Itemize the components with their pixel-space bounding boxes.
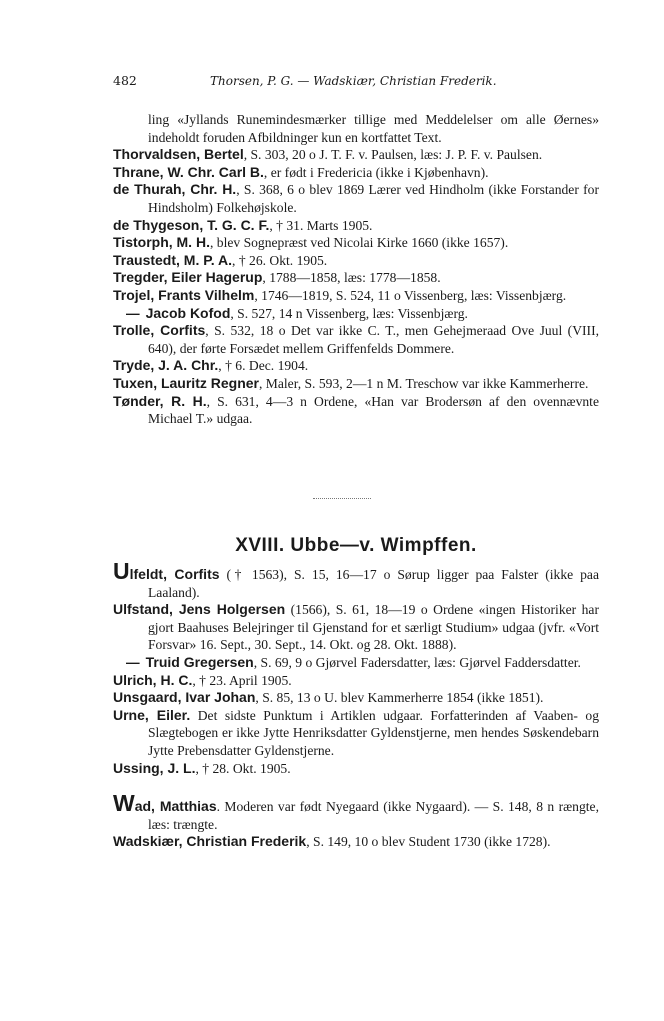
list-item: [113, 672, 599, 690]
list-item: [113, 181, 599, 216]
entry-dash: —: [126, 654, 140, 670]
entry-text: , † 23. April 1905.: [192, 672, 292, 688]
entry-headword: de Thygeson, T. G. C. F.: [113, 216, 270, 233]
list-item: [113, 357, 599, 375]
entry-headword: de Thurah, Chr. H.: [113, 181, 237, 198]
entry-headword: Traustedt, M. P. A.: [113, 251, 233, 268]
entry-headword: Tuxen, Lauritz Regner: [113, 374, 259, 391]
entry-headword: Thorvaldsen, Bertel: [113, 146, 244, 163]
list-item: [113, 322, 599, 357]
section-title: XVIII. Ubbe—v. Wimpffen.: [235, 535, 477, 556]
list-item: [113, 305, 599, 323]
list-item: [113, 164, 599, 182]
running-head: Thorsen, P. G. — Wadskiær, Christian Frederik.: [210, 74, 497, 88]
list-item: [113, 790, 599, 833]
list-item: [113, 833, 599, 851]
entry-headword: lfeldt, Corfits: [129, 566, 220, 582]
entries-bottom: [113, 558, 599, 851]
entry-dash: —: [126, 305, 140, 321]
page-number: 482: [113, 73, 137, 88]
entry-text: , † 6. Dec. 1904.: [218, 358, 309, 374]
entry-text: , S. 631, 4—3 n Ordene, «Han var Brodersøn af den ovennævnte Michael T.» udgaa.: [148, 393, 599, 427]
list-item: [113, 689, 599, 707]
entry-text: , S. 532, 18 o Det var ikke C. T., men Gehejmeraad Ove Juul (VIII, 640), der førte Forsædet mellem Griffenfelds Dommere.: [148, 323, 599, 356]
list-item: [113, 760, 599, 778]
list-item: [113, 269, 599, 287]
entry-initial: W: [113, 790, 135, 817]
section-divider: [313, 498, 371, 499]
entry-text: , er født i Fredericia (ikke i Kjøbenhavn).: [263, 164, 489, 180]
list-item: [113, 217, 599, 235]
entry-text: , blev Sognepræst ved Nicolai Kirke 1660 (ikke 1657).: [209, 235, 509, 251]
entry-text: , Maler, S. 593, 2—1 n M. Treschow var ikke Kammerherre.: [258, 375, 589, 391]
entries-top: [113, 111, 599, 428]
list-item: [113, 375, 599, 393]
list-item: [113, 707, 599, 760]
entry-spacer: [113, 777, 599, 795]
entry-headword: Tregder, Eiler Hagerup: [113, 269, 263, 286]
list-item: [113, 234, 599, 252]
entry-initial: U: [113, 558, 130, 584]
entry-headword: Tistorph, M. H.: [113, 234, 210, 251]
entry-headword: Jacob Kofod: [145, 304, 231, 321]
entry-text: , S. 85, 13 o U. blev Kammerherre 1854 (ikke 1851).: [255, 690, 544, 706]
entry-headword: Ussing, J. L.: [113, 759, 196, 776]
entry-text: , S. 368, 6 o blev 1869 Lærer ved Hindholm (ikke Forstander for Hindsholm) Folkehøjskole.: [148, 182, 599, 215]
entry-text: . Moderen var født Nyegaard (ikke Nygaard). — S. 148, 8 n rængte, læs: trængte.: [148, 799, 599, 832]
entry-headword: Trolle, Corfits: [113, 322, 206, 339]
list-item: [113, 654, 599, 672]
entry-text: , S. 69, 9 o Gjørvel Fadersdatter, læs: Gjørvel Faddersdatter.: [253, 654, 581, 670]
entry-headword: Thrane, W. Chr. Carl B.: [113, 163, 264, 180]
entry-headword: Tryde, J. A. Chr.: [113, 357, 219, 374]
entry-headword: ad, Matthias: [134, 798, 217, 815]
entry-text: , S. 149, 10 o blev Student 1730 (ikke 1728).: [306, 834, 551, 850]
list-item: [113, 601, 599, 654]
list-item: [113, 146, 599, 164]
entry-headword: Wadskiær, Christian Frederik: [113, 833, 307, 850]
entry-headword: Unsgaard, Ivar Johan: [113, 689, 256, 706]
entry-headword: Ulfstand, Jens Holgersen: [113, 601, 286, 618]
list-item: [113, 111, 599, 146]
entry-text: Det sidste Punktum i Artiklen udgaar. Forfatterinden af Vaaben- og Slægtebogen er ikke Jytte Henriksdatter Gyldenstjerne, men hendes Søskendebarn Jytte Prebensdatter Gyldenstjerne.: [148, 707, 599, 758]
entry-text: , S. 527, 14 n Vissenberg, læs: Vissenbjærg.: [230, 305, 468, 321]
entry-text: , S. 303, 20 o J. T. F. v. Paulsen, læs: J. P. F. v. Paulsen.: [243, 147, 543, 163]
entry-headword: Urne, Eiler.: [113, 706, 191, 723]
entry-text: , † 28. Okt. 1905.: [195, 760, 291, 776]
entry-headword: Tønder, R. H.: [113, 392, 207, 409]
entry-text: , † 26. Okt. 1905.: [232, 252, 328, 268]
entry-headword: Ulrich, H. C.: [113, 671, 193, 688]
entry-text: , 1746—1819, S. 524, 11 o Vissenberg, læs: Vissenbjærg.: [254, 287, 567, 303]
entry-text: (1566), S. 61, 18—19 o Ordene «ingen Historiker har gjort Baahuses Belejringer til Gjenstand for et særligt Studium» udgaa (jvfr. «Vort Forsvar» 16. Sept., 30. Sept., 14. Okt. og 28. Okt. 1888).: [148, 602, 599, 653]
entry-headword: Trojel, Frants Vilhelm: [113, 286, 255, 303]
entry-text: († 1563), S. 15, 16—17 o Sørup ligger paa Falster (ikke paa Laaland).: [148, 567, 599, 600]
list-item: [113, 393, 599, 428]
entry-text: ling «Jyllands Runemindesmærker tillige med Meddelelser om alle Øernes» indeholdt foruden Afbildninger kun en kortfattet Text.: [148, 112, 599, 145]
entry-text: , 1788—1858, læs: 1778—1858.: [262, 270, 441, 286]
list-item: [113, 252, 599, 270]
list-item: [113, 558, 599, 601]
list-item: [113, 287, 599, 305]
entry-text: , † 31. Marts 1905.: [269, 217, 373, 233]
entry-headword: Truid Gregersen: [145, 653, 254, 670]
